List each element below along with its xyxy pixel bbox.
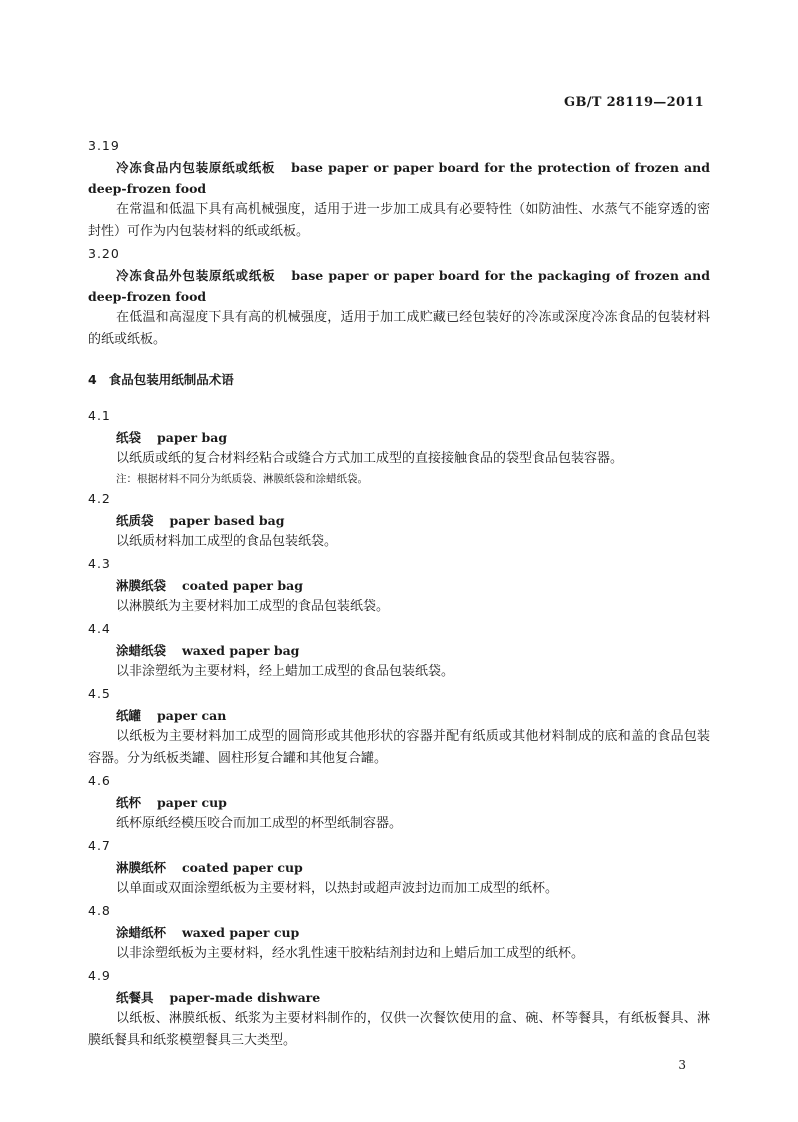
term-zh: 冷冻食品内包装原纸或纸板 — [116, 160, 276, 175]
clause-number: 4.7 — [88, 838, 111, 853]
term-en: waxed paper cup — [182, 925, 300, 940]
term-heading — [88, 265, 710, 307]
term-definition: 在常温和低温下具有高机械强度，适用于进一步加工成具有必要特性（如防油性、水蒸气不能穿透的密封性）可作为内包装材料的纸或纸板。 — [88, 202, 710, 239]
term-en: paper cup — [157, 795, 227, 810]
clause-number: 4.9 — [88, 968, 111, 983]
term-zh: 淋膜纸杯 — [116, 860, 167, 875]
term-zh: 冷冻食品外包装原纸或纸板 — [116, 268, 276, 283]
term-zh: 淋膜纸袋 — [116, 578, 167, 593]
standard-code: GB/T 28119—2011 — [564, 95, 704, 110]
term-entry — [88, 618, 710, 683]
clause-number: 3.19 — [88, 138, 120, 153]
term-zh: 纸杯 — [116, 795, 142, 810]
term-zh: 纸袋 — [116, 430, 142, 445]
clause-number: 4.1 — [88, 408, 111, 423]
term-definition: 以纸板为主要材料加工成型的圆筒形或其他形状的容器并配有纸质或其他材料制成的底和盖的食品包装容器。分为纸板类罐、圆柱形复合罐和其他复合罐。 — [88, 729, 710, 766]
clause-number: 4.8 — [88, 903, 111, 918]
term-definition: 以单面或双面涂塑纸板为主要材料，以热封或超声波封边而加工成型的纸杯。 — [116, 881, 559, 896]
term-en: paper can — [157, 708, 227, 723]
term-definition: 以纸质材料加工成型的食品包装纸袋。 — [116, 534, 338, 549]
term-en: paper-made dishware — [169, 990, 321, 1005]
term-definition: 以纸板、淋膜纸板、纸浆为主要材料制作的，仅供一次餐饮使用的盒、碗、杯等餐具，有纸板餐具、淋膜纸餐具和纸浆模塑餐具三大类型。 — [88, 1011, 710, 1048]
clause-number: 4.2 — [88, 491, 111, 506]
term-en: base paper or paper board for the protection of frozen and deep-frozen food — [88, 160, 710, 196]
term-heading — [88, 510, 710, 531]
page-number: 3 — [678, 1058, 686, 1072]
term-entry — [88, 770, 710, 835]
clause-number: 4.4 — [88, 621, 111, 636]
term-heading — [88, 157, 710, 199]
term-definition: 以非涂塑纸板为主要材料，经水乳性速干胶粘结剂封边和上蜡后加工成型的纸杯。 — [116, 946, 585, 961]
term-zh: 纸罐 — [116, 708, 142, 723]
term-heading — [88, 427, 710, 448]
term-entry — [88, 835, 710, 900]
term-heading — [88, 922, 710, 943]
section-number: 4 — [88, 372, 97, 387]
clause-number: 4.6 — [88, 773, 111, 788]
section-title: 食品包装用纸制品术语 — [108, 372, 234, 387]
document-body — [88, 135, 710, 1052]
term-definition: 以非涂塑纸为主要材料，经上蜡加工成型的食品包装纸袋。 — [116, 664, 455, 679]
term-heading — [88, 857, 710, 878]
term-zh: 纸餐具 — [116, 990, 154, 1005]
term-definition: 纸杯原纸经模压咬合而加工成型的杯型纸制容器。 — [116, 816, 403, 831]
term-en: coated paper cup — [182, 860, 303, 875]
term-en: base paper or paper board for the packaging of frozen and deep-frozen food — [88, 268, 710, 304]
section-heading — [88, 369, 710, 391]
term-en: paper based bag — [169, 513, 285, 528]
term-zh: 纸质袋 — [116, 513, 154, 528]
term-en: paper bag — [157, 430, 228, 445]
term-heading — [88, 792, 710, 813]
term-entry — [88, 135, 710, 243]
term-heading — [88, 575, 710, 596]
term-entry — [88, 683, 710, 770]
term-entry — [88, 553, 710, 618]
term-entry — [88, 965, 710, 1052]
term-entry — [88, 488, 710, 553]
term-en: coated paper bag — [182, 578, 303, 593]
term-entry — [88, 900, 710, 965]
term-definition: 以淋膜纸为主要材料加工成型的食品包装纸袋。 — [116, 599, 390, 614]
term-zh: 涂蜡纸袋 — [116, 643, 167, 658]
term-heading — [88, 987, 710, 1008]
term-zh: 涂蜡纸杯 — [116, 925, 167, 940]
term-definition: 在低温和高湿度下具有高的机械强度，适用于加工成贮藏已经包装好的冷冻或深度冷冻食品的包装材料的纸或纸板。 — [88, 310, 710, 347]
clause-number: 4.3 — [88, 556, 111, 571]
term-heading — [88, 640, 710, 661]
term-heading — [88, 705, 710, 726]
clause-number: 4.5 — [88, 686, 111, 701]
term-entry — [88, 405, 710, 488]
term-en: waxed paper bag — [182, 643, 300, 658]
term-definition: 以纸质或纸的复合材料经粘合或缝合方式加工成型的直接接触食品的袋型食品包装容器。 — [116, 451, 624, 466]
clause-number: 3.20 — [88, 246, 120, 261]
term-entry — [88, 243, 710, 351]
term-note: 注：根据材料不同分为纸质袋、淋膜纸袋和涂蜡纸袋。 — [116, 473, 368, 485]
